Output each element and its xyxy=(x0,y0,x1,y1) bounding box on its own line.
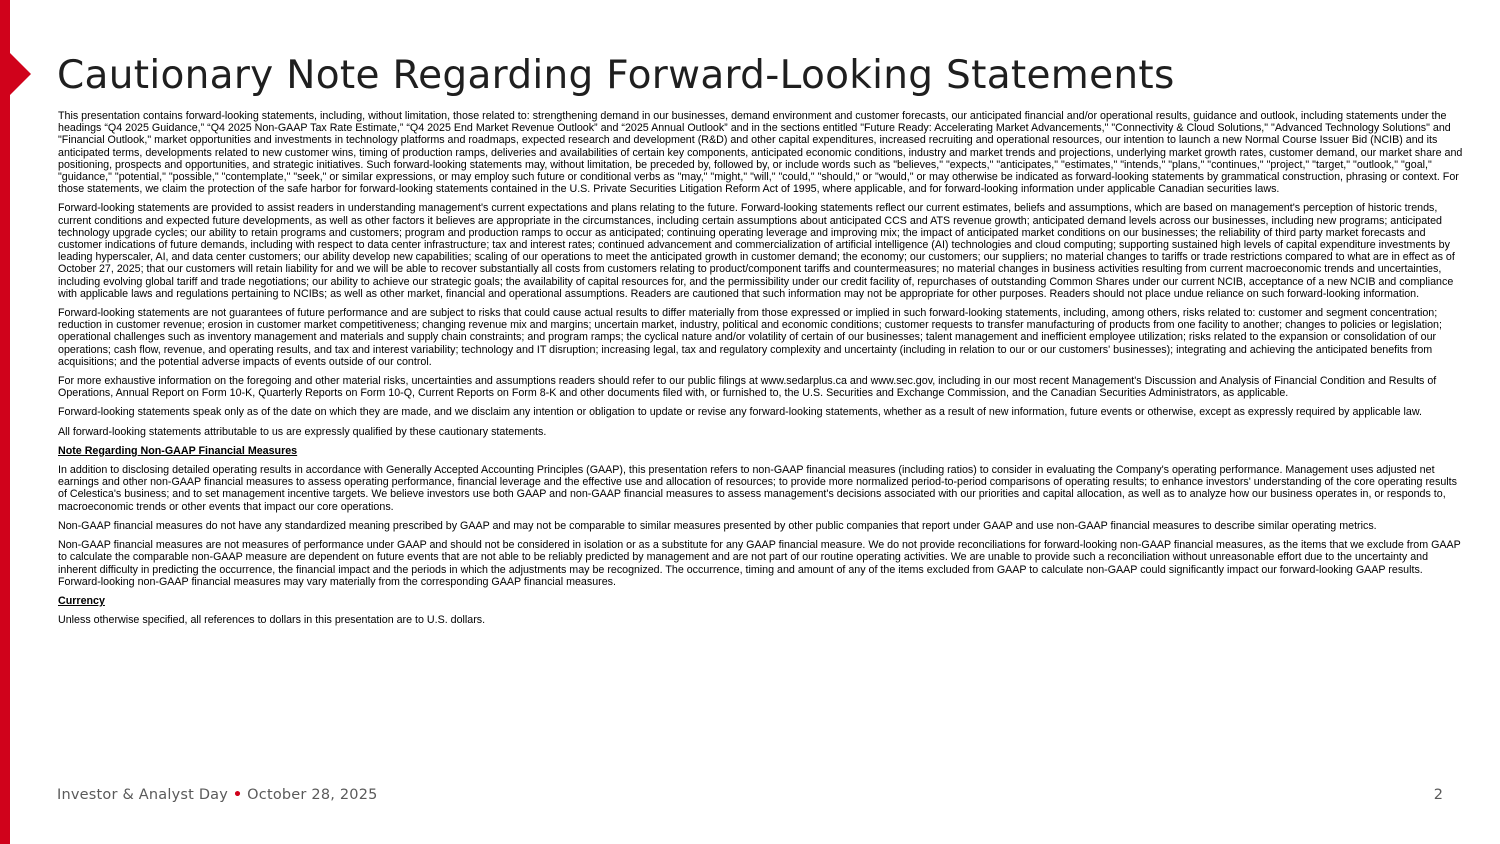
non-gaap-heading: Note Regarding Non-GAAP Financial Measures xyxy=(58,444,298,457)
forward-looking-paragraph-2: Forward-looking statements are provided to assist readers in understanding management's current expectations and plans relating to the future. Forward-looking statements reflect our current estimates, beliefs and assumptions, which are based on management's perception of historic trends, current conditions and expected future developments, as well as other factors it believes are appropriate in the circumstances, including certain assumptions about anticipated CCS and ATS revenue growth; anticipated demand levels across our businesses, including new programs; anticipated technology upgrade cycles; our ability to retain programs and customers; program and production ramps to occur as anticipated; continuing operating leverage and improving mix; the impact of anticipated market conditions on our businesses; the reliability of third party market forecasts and customer indications of future demands, including with respect to data center infrastructure; tax and interest rates; continued advancement and commercialization of artificial intelligence (AI) technologies and cloud computing; supporting sustained high levels of capital expenditure investments by leading hyperscaler, AI, and data center customers; our ability develop new capabilities; scaling of our operations to meet the anticipated growth in customer demand; the economy; our customers; our suppliers; no material changes to tariffs or trade restrictions compared to what are in effect as of October 27, 2025; that our customers will retain liability for and we will be able to recover substantially all costs from customers relating to product/component tariffs and countermeasures; no material changes in business activities resulting from current macroeconomic trends and uncertainties, including evolving global tariff and trade negotiations; our ability to achieve our strategic goals; the availability of capital resources for, and the permissibility under our credit facility of, repurchases of outstanding Common Shares under our current NCIB, acceptance of a new NCIB and compliance with applicable laws and regulations pertaining to NCIBs; as well as other market, financial and operational assumptions. Readers are cautioned that such information may not be appropriate for other purposes. Readers should not place undue reliance on such forward-looking information. xyxy=(58,202,1455,300)
page-number: 2 xyxy=(1433,787,1443,803)
forward-looking-paragraph-6: All forward-looking statements attributable to us are expressly qualified by these cautionary statements. xyxy=(58,425,547,438)
page-title: Cautionary Note Regarding Forward-Looking Statements xyxy=(57,53,1175,98)
accent-bar xyxy=(0,0,10,844)
forward-looking-paragraph-5: Forward-looking statements speak only as of the date on which they are made, and we disclaim any intention or obligation to update or revise any forward-looking statements, whether as a result of new information, future events or otherwise, except as expressly required by applicable law. xyxy=(58,406,1422,419)
forward-looking-paragraph-3: Forward-looking statements are not guarantees of future performance and are subject to risks that could cause actual results to differ materially from those expressed or implied in such forward-looking statements, including, among others, risks related to: customer and segment concentration; reduction in customer revenue; erosion in customer market competitiveness; changing revenue mix and margins; uncertain market, industry, political and economic conditions; customer requests to transfer manufacturing of products from one facility to another; changes to policies or legislation; operational challenges such as inventory management and materials and supply chain constraints; and program ramps; the cyclical nature and/or volatility of certain of our businesses; talent management and inefficient employee utilization; risks related to the expansion or consolidation of our operations; cash flow, revenue, and operating results, and tax and interest variability; technology and IT disruption; increasing legal, tax and regulatory complexity and uncertainty (including in relation to our or our customers' businesses); integrating and achieving the anticipated benefits from acquisitions; and the potential adverse impacts of events outside of our control. xyxy=(58,307,1442,368)
footer-event: Investor & Analyst Day xyxy=(57,787,229,803)
currency-heading: Currency xyxy=(58,594,105,607)
forward-looking-paragraph-4: For more exhaustive information on the foregoing and other material risks, uncertainties and assumptions readers should refer to our public filings at www.sedarplus.ca and www.sec.gov, including in our most recent Management's Discussion and Analysis of Financial Condition and Results of Operations, Annual Report on Form 10-K, Quarterly Reports on Form 10-Q, Current Reports on Form 8-K and other documents filed with, or furnished to, the U.S. Securities and Exchange Commission, and the Canadian Securities Administrators, as applicable. xyxy=(58,375,1437,400)
non-gaap-paragraph-1: In addition to disclosing detailed operating results in accordance with Generally Accepted Accounting Principles (GAAP), this presentation refers to non-GAAP financial measures (including ratios) to consider in evaluating the Company's operating performance. Management uses adjusted net earnings and other non-GAAP financial measures to assess operating performance, financial leverage and the effective use and allocation of resources; to provide more normalized period-to-period comparisons of operating results; to enhance investors' understanding of the core operating results of Celestica's business; and to set management incentive targets. We believe investors use both GAAP and non-GAAP financial measures to assess management's decisions associated with our priorities and capital allocation, as well as to analyze how our business operates in, or responds to, macroeconomic trends or other events that impact our core operations. xyxy=(58,464,1457,513)
footer-separator: • xyxy=(232,787,243,803)
non-gaap-paragraph-2: Non-GAAP financial measures do not have any standardized meaning prescribed by GAAP and may not be comparable to similar measures presented by other public companies that report under GAAP and use non-GAAP financial measures to describe similar operating metrics. xyxy=(58,519,1377,532)
footer-event-date xyxy=(57,787,378,803)
footer-date: October 28, 2025 xyxy=(247,787,378,803)
currency-paragraph: Unless otherwise specified, all references to dollars in this presentation are to U.S. dollars. xyxy=(58,614,486,627)
non-gaap-paragraph-3: Non-GAAP financial measures are not measures of performance under GAAP and should not be considered in isolation or as a substitute for any GAAP financial measure. We do not provide reconciliations for forward-looking non-GAAP financial measures, as the items that we exclude from GAAP to calculate the comparable non-GAAP measure are dependent on future events that are not able to be reliably predicted by management and are not part of our routine operating activities. We are unable to provide such a reconciliation without unreasonable effort due to the uncertainty and inherent difficulty in predicting the occurrence, the financial impact and the periods in which the adjustments may be recognized. The occurrence, timing and amount of any of the items excluded from GAAP to calculate non-GAAP could significantly impact our forward-looking GAAP results. Forward-looking non-GAAP financial measures may vary materially from the corresponding GAAP financial measures. xyxy=(58,539,1461,588)
disclaimer-body xyxy=(58,110,1466,633)
arrow-marker-icon xyxy=(10,53,31,95)
forward-looking-paragraph-1: This presentation contains forward-looking statements, including, without limitation, those related to: strengthening demand in our businesses, demand environment and customer forecasts, our anticipated financial and/or operational results, guidance and outlook, including statements under the headings “Q4 2025 Guidance,” “Q4 2025 Non-GAAP Tax Rate Estimate,” “Q4 2025 End Market Revenue Outlook” and “2025 Annual Outlook” and in the sections entitled "Future Ready: Accelerating Market Advancements," "Connectivity & Cloud Solutions," "Advanced Technology Solutions" and "Financial Outlook," market opportunities and investments in technology platforms and roadmaps, expected research and development (R&D) and other capital expenditures, increased recruiting and operational resources, our intention to launch a new Normal Course Issuer Bid (NCIB) and its anticipated terms, developments related to new customer wins, timing of production ramps, deliveries and availabilities of certain key components, anticipated economic conditions, industry and market trends and projections, underlying market growth rates, customer demand, our market share and positioning, prospects and opportunities, and strategic initiatives. Such forward-looking statements may, without limitation, be preceded by, followed by, or include words such as "believes," "expects," "anticipates," "estimates," "intends," "plans," "continues," "project," "target," "outlook," "goal," "guidance," "potential," "possible," "contemplate," "seek," or similar expressions, or may employ such future or conditional verbs as "may," "might," "will," "could," "should," or "would," or may otherwise be indicated as forward-looking statements by grammatical construction, phrasing or context. For those statements, we claim the protection of the safe harbor for forward-looking statements contained in the U.S. Private Securities Litigation Reform Act of 1995, where applicable, and for forward-looking information under applicable Canadian securities laws. xyxy=(58,110,1463,196)
